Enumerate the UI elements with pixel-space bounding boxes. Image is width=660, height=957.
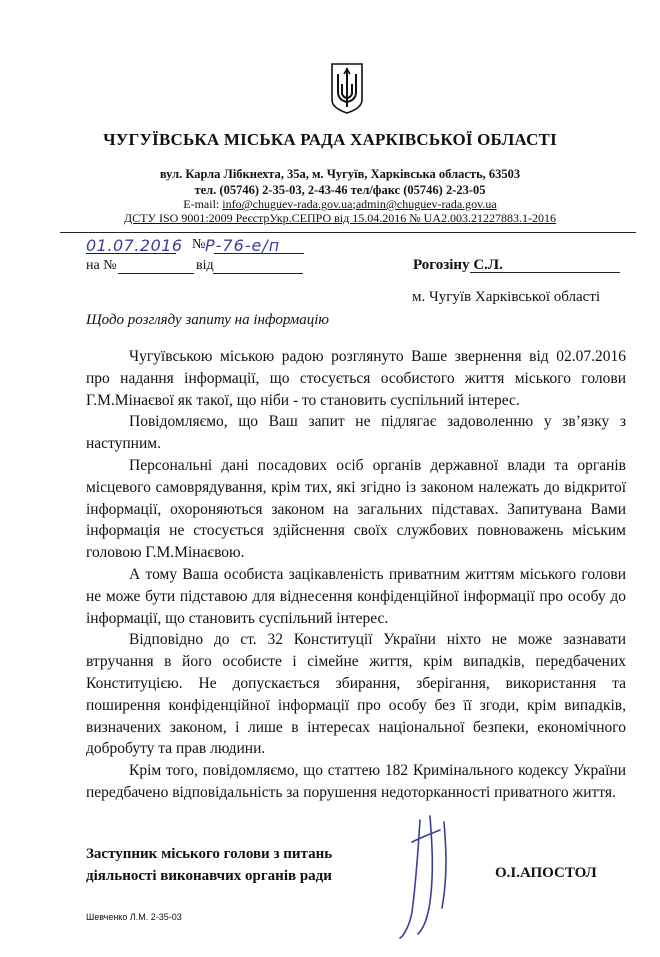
- executor-note: Шевченко Л.М. 2-35-03: [86, 912, 182, 922]
- body-paragraph: Відповідно до ст. 32 Конституції України ніхто не може зазнавати втручання в його особисте і сімейне життя, крім випадків, передбачених Конституцією. Не допускається збирання, зберігання, використання та поширення конфіденційної інформації про особу без її згоди, крім випадків, визначених законом, і лише в інтересах національної безпеки, економічного добробуту та прав людини.: [86, 631, 626, 758]
- signatory-position-line: діяльності виконавчих органів ради: [86, 868, 332, 884]
- body-paragraph: Крім того, повідомляємо, що статтею 182 Кримінального кодексу України передбачено відповідальність за порушення недоторканності приватного життя.: [86, 762, 626, 801]
- letter-body: [86, 346, 626, 804]
- organization-phones: тел. (05746) 2-35-03, 2-43-46 тел/факс (05746) 2-23-05: [194, 183, 486, 197]
- email-link-admin[interactable]: admin@chuguev-rada.gov.ua: [355, 197, 497, 211]
- organization-title: ЧУГУЇВСЬКА МІСЬКА РАДА ХАРКІВСЬКОЇ ОБЛАСТІ: [103, 130, 557, 149]
- iso-certification: ДСТУ ISO 9001:2009 РеєстрУкр.СЕПРО від 15.04.2016 № UA2.003.21227883.1-2016: [123, 211, 557, 225]
- letter-subject: Щодо розгляду запиту на інформацію: [86, 312, 329, 328]
- recipient-underline: [470, 272, 620, 273]
- body-paragraph: Персональні дані посадових осіб органів державної влади та органів місцевого самоврядування, крім тих, які згідно із законом належать до відкритої інформації, охороняються законом на загальних підставах. Запитувана Вами інформація не стосується здійснення своїх службових повноважень міським головою Г.М.Мінаєвою.: [86, 456, 626, 562]
- header-divider: [60, 232, 636, 233]
- organization-address: вул. Карла Лібкнехта, 35а, м. Чугуїв, Харківська область, 63503: [159, 167, 521, 181]
- handwritten-outgoing-date: 01.07.2016: [86, 236, 183, 255]
- date-underline: [86, 253, 176, 254]
- outgoing-number-label: №: [192, 237, 206, 252]
- body-paragraph: Чугуївською міською радою розглянуто Ваше звернення від 02.07.2016 про надання інформації, що стосується особистого життя міського голови Г.М.Мінаєвої як такої, що ніби - то становить суспільний інтерес.: [86, 348, 626, 409]
- email-link-info[interactable]: info@chuguev-rada.gov.ua: [222, 197, 353, 211]
- email-separator: ;: [352, 197, 356, 211]
- reference-number-blank: [118, 273, 194, 274]
- number-underline: [214, 253, 304, 254]
- handwritten-outgoing-number: Р-76-е/п: [205, 236, 281, 255]
- reference-date-blank: [213, 273, 303, 274]
- coat-of-arms-icon: [330, 62, 364, 114]
- reference-date-label: від: [196, 258, 214, 273]
- signatory-name: О.І.АПОСТОЛ: [495, 865, 597, 881]
- recipient-name: Рогозіну С.Л.: [413, 257, 503, 273]
- email-label: E-mail:: [183, 197, 223, 211]
- recipient-city: м. Чугуїв Харківської області: [412, 289, 601, 305]
- reference-number-label: на №: [86, 258, 117, 273]
- signatory-position-line: Заступник міського голови з питань: [86, 846, 333, 862]
- handwritten-signature: [390, 812, 468, 942]
- body-paragraph: Повідомляємо, що Ваш запит не підлягає задоволенню у зв’язку з наступним.: [86, 413, 626, 453]
- signatory-position: [86, 843, 332, 887]
- body-paragraph: А тому Ваша особиста зацікавленість приватним життям міського голови не може бути підставою для віднесення конфіденційної інформації про особу до інформації, що становить суспільний інтерес.: [86, 565, 626, 627]
